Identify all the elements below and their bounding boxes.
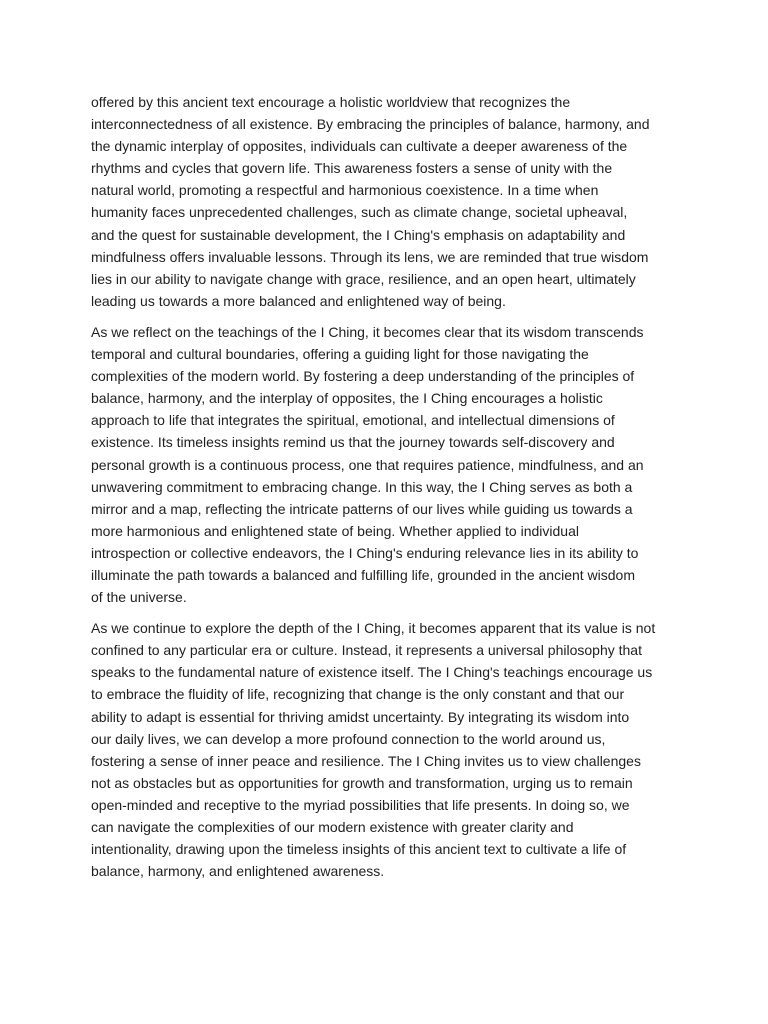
paragraph-2 (91, 321, 691, 608)
text-line: open-minded and receptive to the myriad possibilities that life presents. In doing so, we (91, 796, 630, 813)
text-line: confined to any particular era or culture. Instead, it represents a universal philosophy that (91, 642, 642, 659)
text-line: to embrace the fluidity of life, recognizing that change is the only constant and that our (91, 686, 625, 703)
text-line: intentionality, drawing upon the timeless insights of this ancient text to cultivate a life of (91, 841, 627, 858)
text-line: unwavering commitment to embracing change. In this way, the I Ching serves as both a (91, 478, 633, 495)
document-body (91, 91, 691, 891)
text-line: approach to life that integrates the spiritual, emotional, and intellectual dimensions of (91, 412, 615, 429)
text-line: balance, harmony, and the interplay of opposites, the I Ching encourages a holistic (91, 390, 603, 407)
text-line: introspection or collective endeavors, the I Ching's enduring relevance lies in its ability to (91, 544, 639, 561)
text-line: lies in our ability to navigate change with grace, resilience, and an open heart, ultimately (91, 270, 636, 287)
text-line: ability to adapt is essential for thriving amidst uncertainty. By integrating its wisdom into (91, 708, 630, 725)
text-line: rhythms and cycles that govern life. This awareness fosters a sense of unity with the (91, 160, 613, 177)
text-line: balance, harmony, and enlightened awareness. (91, 863, 385, 880)
text-line: and the quest for sustainable development, the I Ching's emphasis on adaptability and (91, 226, 626, 243)
text-line: temporal and cultural boundaries, offering a guiding light for those navigating the (91, 346, 589, 363)
text-line: more harmonious and enlightened state of being. Whether applied to individual (91, 522, 579, 539)
text-line: natural world, promoting a respectful and harmonious coexistence. In a time when (91, 182, 599, 199)
text-line: of the universe. (91, 589, 187, 606)
text-line: leading us towards a more balanced and enlightened way of being. (91, 292, 506, 309)
text-line: illuminate the path towards a balanced and fulfilling life, grounded in the ancient wisdom (91, 566, 636, 583)
text-line: the dynamic interplay of opposites, individuals can cultivate a deeper awareness of the (91, 138, 628, 155)
text-line: As we reflect on the teachings of the I Ching, it becomes clear that its wisdom transcends (91, 323, 644, 340)
text-line: mirror and a map, reflecting the intricate patterns of our lives while guiding us towards a (91, 500, 633, 517)
text-line: personal growth is a continuous process, one that requires patience, mindfulness, and an (91, 456, 644, 473)
paragraph-3 (91, 617, 691, 882)
text-line: our daily lives, we can develop a more profound connection to the world around us, (91, 730, 606, 747)
text-line: speaks to the fundamental nature of existence itself. The I Ching's teachings encourage us (91, 664, 653, 681)
text-line: not as obstacles but as opportunities for growth and transformation, urging us to remain (91, 774, 633, 791)
text-line: As we continue to explore the depth of the I Ching, it becomes apparent that its value is not (91, 620, 656, 637)
text-line: complexities of the modern world. By fostering a deep understanding of the principles of (91, 368, 635, 385)
text-line: interconnectedness of all existence. By embracing the principles of balance, harmony, and (91, 116, 650, 133)
text-line: humanity faces unprecedented challenges, such as climate change, societal upheaval, (91, 204, 628, 221)
text-line: existence. Its timeless insights remind us that the journey towards self-discovery and (91, 434, 615, 451)
text-line: mindfulness offers invaluable lessons. Through its lens, we are reminded that true wisdom (91, 248, 649, 265)
paragraph-1 (91, 91, 691, 312)
text-line: can navigate the complexities of our modern existence with greater clarity and (91, 819, 574, 835)
text-line: fostering a sense of inner peace and resilience. The I Ching invites us to view challenges (91, 752, 641, 769)
text-line: offered by this ancient text encourage a holistic worldview that recognizes the (91, 94, 571, 110)
